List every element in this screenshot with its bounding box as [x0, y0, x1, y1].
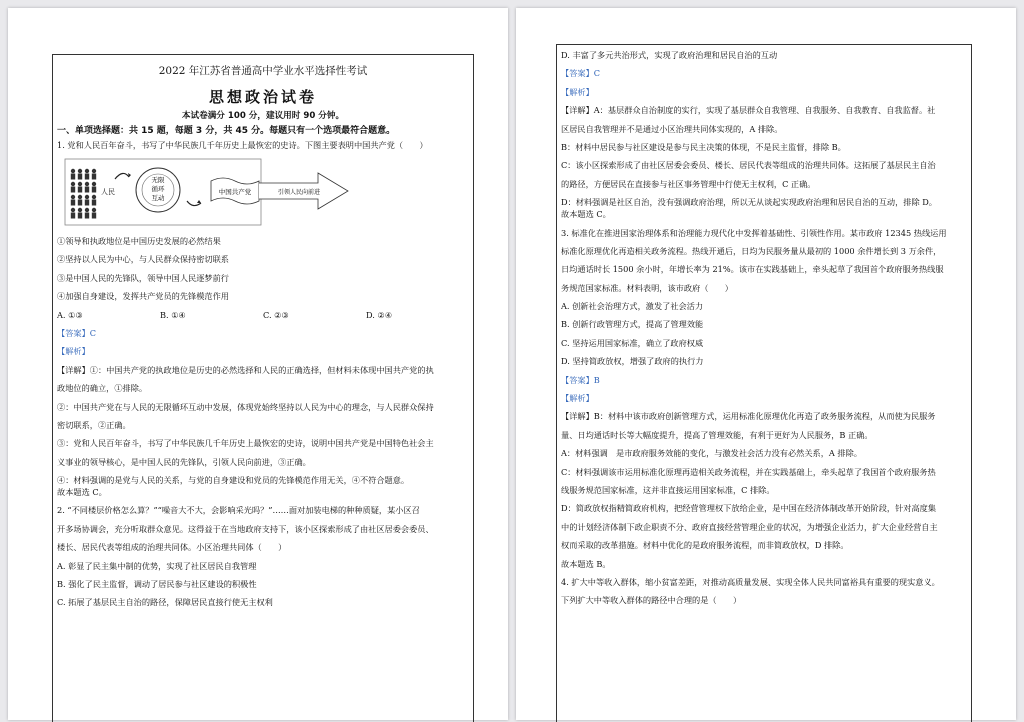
q2-answer: 【答案】C [561, 68, 601, 79]
q1-detail-line: 故本题选 C。 [57, 487, 107, 498]
q1-stem: 1. 党和人民百年奋斗，书写了中华民族几千年历史上最恢宏的史诗。下图主要表明中国共产党（ ） [57, 140, 428, 150]
q3-detail-line: A：材料强调 是市政府服务效能的变化，与激发社会活力没有必然关系，A 排除。 [561, 448, 862, 459]
q1-detail-line: 【详解】①：中国共产党的执政地位是历史的必然选择和人民的正确选择，但材料未体现中国共产党的执 [57, 364, 434, 375]
right-page [516, 8, 1016, 720]
left-page [8, 8, 508, 720]
q1-options [57, 309, 469, 321]
q3-detail-line: 量、日均通话时长等大幅度提升，提高了管理效能，有利于更好为人民服务，B 正确。 [561, 429, 873, 440]
q3-stem-line: 日均通话时长 1500 余小时，年增长率为 21%。该市在实践基础上，牵头起草了我国首个政府服务热线服 [561, 264, 944, 275]
exam-title: 2022 年江苏省普通高中学业水平选择性考试 [158, 65, 368, 77]
q3-stem-line: 标准化原理优化再造相关政务流程。热线开通后，日均为民服务量从最初的 1000 余件增长到 3 万余件， [561, 245, 942, 256]
q2-detail-line: 的路径，方便居民在直接参与社区事务管理中行使无主权利，C 正确。 [561, 178, 816, 189]
q1-item-2: ②坚持以人民为中心，与人民群众保持密切联系 [57, 254, 229, 265]
q3-detail-line: 中的计划经济体制下政企职责不分、政府直接经营管理企业的状况，为增强企业活力，扩大企业经营自主 [561, 521, 938, 532]
q3-detail-line: D：简政放权指精简政府机构，把经营管理权下放给企业，是中国在经济体制改革开始阶段，针对高度集 [561, 503, 937, 514]
right-page-frame [556, 44, 972, 722]
q3-option-b: B. 创新行政管理方式，提高了管理效能 [561, 319, 704, 330]
q1-option-c: C. ②③ [263, 309, 289, 320]
people-label: 人民 [101, 188, 115, 196]
q3-option-a: A. 创新社会治理方式，激发了社会活力 [561, 301, 704, 312]
q2-stem-line: 2. “不同楼层价格怎么算？”“噪音大不大，会影响采光吗？”……面对加装电梯的种种质疑，某小区召 [57, 505, 420, 516]
q1-item-4: ④加强自身建设，发挥共产党员的先锋模范作用 [57, 291, 229, 302]
q3-answer: 【答案】B [561, 374, 600, 385]
q2-option-b: B. 强化了民主监督，调动了居民参与社区建设的积极性 [57, 579, 257, 590]
q3-detail-line: 线服务规范国家标准，这并非直接运用国家标准，C 排除。 [561, 484, 775, 495]
q2-jiexi-label: 【解析】 [561, 86, 594, 97]
q1-answer: 【答案】C [57, 327, 97, 338]
q1-detail-line: ③：党和人民百年奋斗，书写了中华民族几千年历史上最恢宏的史诗，说明中国共产党是中国特色社会主 [57, 438, 434, 449]
q1-detail-line: ④：材料强调的是党与人民的关系，与党的自身建设和党员的先锋模范作用无关，④不符合题意。 [57, 475, 410, 486]
q1-diagram [63, 157, 463, 227]
q2-stem-line: 开多场协调会，充分听取群众意见。这得益于在当地政府支持下，该小区探索形成了由社区居委会委员、 [57, 523, 434, 534]
q1-detail-line: ②：中国共产党在与人民的无限循环互动中发展，体现党始终坚持以人民为中心的理念，与人民群众保持 [57, 401, 434, 412]
q1-diagram-svg [63, 157, 463, 227]
q3-jiexi-label: 【解析】 [561, 393, 594, 404]
q2-detail-line: 故本题选 C。 [561, 209, 611, 220]
q2-option-a: A. 彰显了民主集中制的优势，实现了社区居民自我管理 [57, 560, 257, 571]
q2-detail-line: B：材料中居民参与社区建设是参与民主决策的体现，不是民主监督，排除 B。 [561, 141, 846, 152]
q3-stem-line: 务规范国家标准。材料表明，该市政府（ ） [561, 282, 733, 293]
exam-instructions: 本试卷满分 100 分，建议用时 90 分钟。 [181, 111, 345, 121]
q1-detail-line: 政地位的确立，①排除。 [57, 383, 148, 394]
q2-option-d: D. 丰富了多元共治形式，实现了政府治理和居民自治的互动 [561, 50, 778, 60]
q1-jiexi-label: 【解析】 [57, 346, 90, 357]
q3-detail-line: 故本题选 B。 [561, 558, 611, 569]
q3-detail-line: 权而采取的改革措施。材料中优化的是政府服务流程，而非简政放权，D 排除。 [561, 540, 849, 551]
q4-stem-line: 下列扩大中等收入群体的路径中合理的是（ ） [561, 595, 742, 606]
q1-option-d: D. ②④ [366, 309, 393, 320]
q3-option-d: D. 坚持简政放权，增强了政府的执行力 [561, 356, 704, 367]
section-heading: 一、单项选择题：共 15 题，每题 3 分，共 45 分。每题只有一个选项最符合题意。 [57, 126, 396, 136]
q3-stem-line: 3. 标准化在推进国家治理体系和治理能力现代化中发挥着基础性、引领性作用。某市政府 12345 热线运用 [561, 227, 947, 238]
party-label: 中国共产党 [218, 188, 252, 196]
q2-detail-line: D：材料强调是社区自治，没有强调政府治理，所以无从谈起实现政府治理和居民自治的互动，排除 D。 [561, 197, 937, 208]
q2-option-c: C. 拓展了基层民主自治的路径，保障居民直接行使无主权利 [57, 597, 273, 608]
q1-item-3: ③是中国人民的先锋队，领导中国人民逐梦前行 [57, 272, 229, 283]
q2-detail-line: 区居民自我管理并不是通过小区治理共同体实现的，A 排除。 [561, 123, 783, 134]
left-page-frame [52, 54, 474, 722]
arrow-label: 引领人民向前进 [277, 189, 321, 196]
people-icon-group [71, 169, 96, 219]
q3-detail-line: C：材料强调该市运用标准化原理再造相关政务流程，并在实践基础上，牵头起草了我国首个政府服务热 [561, 466, 936, 477]
q2-stem-line: 楼长、居民代表等组成的治理共同体。小区治理共同体（ ） [57, 542, 287, 553]
cycle-label-3: 互动 [151, 194, 165, 202]
q1-detail-line: 义事业的领导核心，是中国人民的先锋队，引领人民向前进，③正确。 [57, 456, 311, 467]
q2-detail-line: 【详解】A：基层群众自治制度的实行，实现了基层群众自我管理、自我服务、自我教育、自我监督。社 [561, 105, 936, 116]
subject-title: 思想政治试卷 [208, 88, 317, 106]
cycle-label-1: 无限 [151, 176, 165, 184]
q2-detail-line: C：该小区探索形成了由社区居委会委员、楼长、居民代表等组成的治理共同体。这拓展了基层民主自治 [561, 160, 936, 171]
q3-detail-line: 【详解】B：材料中该市政府创新管理方式，运用标准化原理优化再造了政务服务流程，从而使为民服务 [561, 411, 936, 422]
q1-item-1: ①领导和执政地位是中国历史发展的必然结果 [57, 236, 221, 246]
q3-option-c: C. 坚持运用国家标准，确立了政府权威 [561, 337, 704, 348]
q1-option-b: B. ①④ [160, 309, 186, 320]
q4-stem-line: 4. 扩大中等收入群体，缩小贫富差距，对推动高质量发展、实现全体人民共同富裕具有重要的现实意义。 [561, 576, 940, 587]
q1-detail-line: 密切联系，②正确。 [57, 419, 131, 430]
cycle-label-2: 循环 [151, 185, 165, 193]
q1-option-a: A. ①③ [57, 309, 83, 320]
